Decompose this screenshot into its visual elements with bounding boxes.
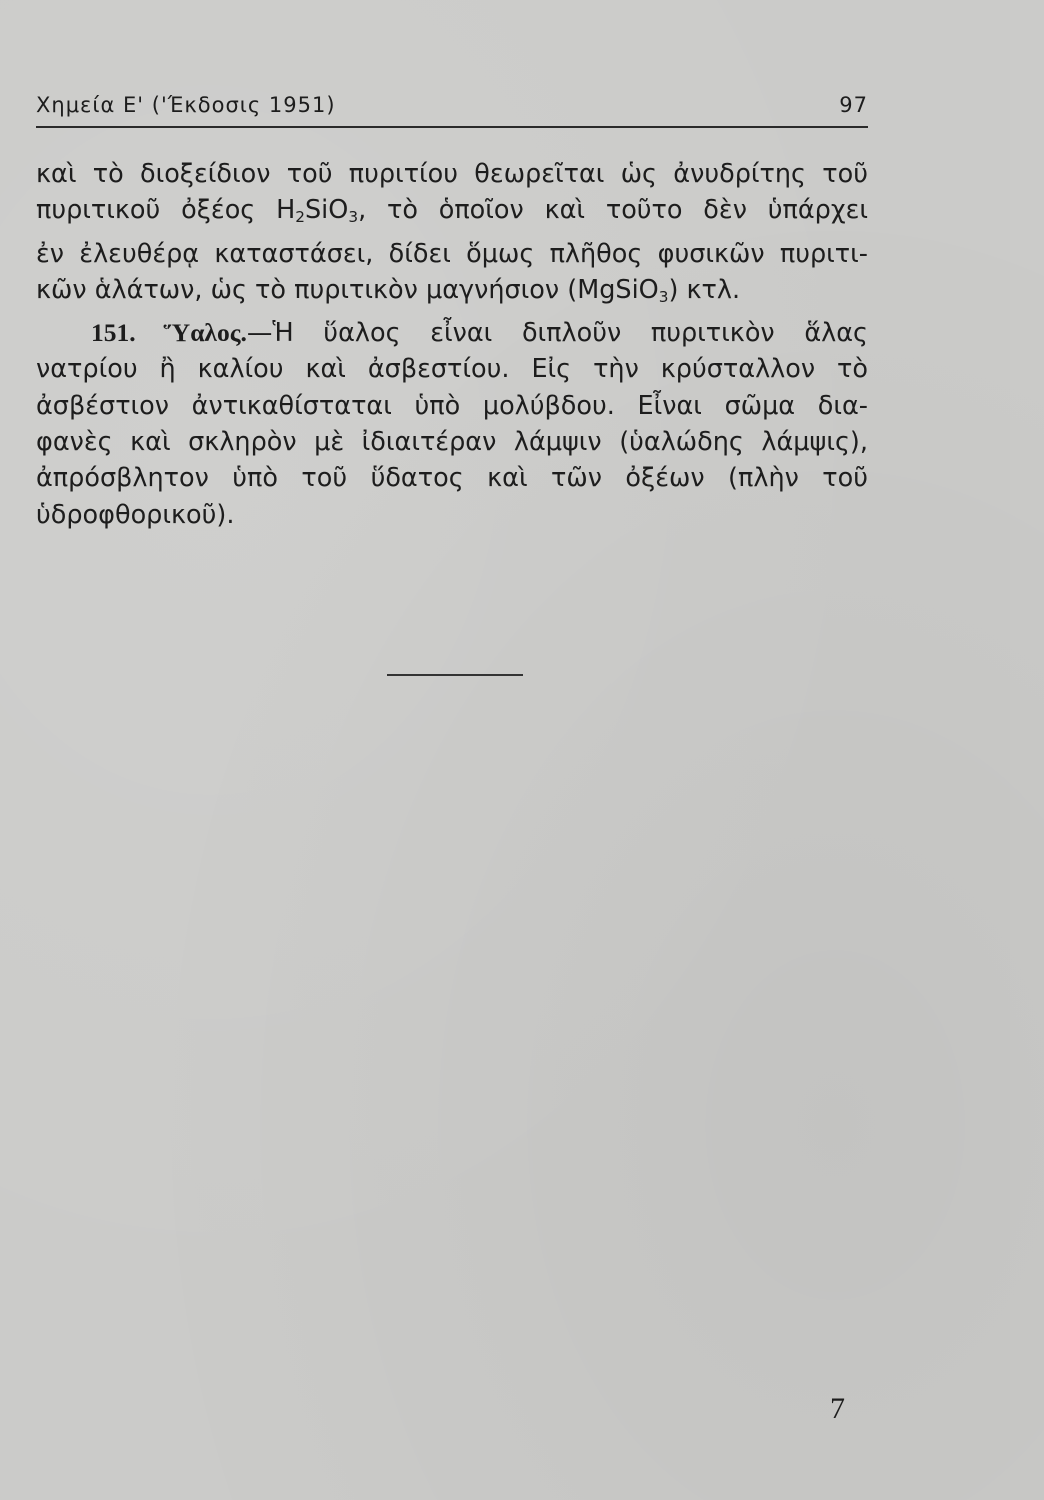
section-heading: 151. Ὕαλος.	[91, 318, 247, 348]
text-run: , τὸ ὁποῖον καὶ τοῦτο δὲν ὑπάρχει	[358, 195, 868, 226]
text-run: πυριτικοῦ ὀξέος H	[36, 195, 296, 226]
paragraph-1-line-1: καὶ τὸ διοξείδιον τοῦ πυριτίου θεωρεῖται ὡς ἀνυδρίτης τοῦ	[36, 159, 868, 189]
subscript: 3	[348, 208, 359, 227]
paragraph-1-line-2	[36, 192, 868, 235]
paragraph-2-line-4: φανὲς καὶ σκληρὸν μὲ ἰδιαιτέραν λάμψιν (ὑαλώδης λάμψις),	[36, 427, 868, 458]
header-rule	[36, 126, 868, 128]
text-run: κῶν ἁλάτων, ὡς τὸ πυριτικὸν μαγνήσιον (MgSiO	[36, 274, 659, 305]
running-head	[36, 93, 868, 123]
paragraph-1-line-3: ἐν ἐλευθέρᾳ καταστάσει, δίδει ὅμως πλῆθος φυσικῶν πυριτι-	[36, 238, 868, 269]
text-run: ) κτλ.	[668, 274, 741, 305]
paragraph-2-line-3: ἀσβέστιον ἀντικαθίσταται ὑπὸ μολύβδου. Εἶναι σῶμα δια-	[36, 390, 868, 421]
paragraph-2-line-6: ὑδροφθορικοῦ).	[36, 499, 235, 530]
signature-mark: 7	[830, 1392, 845, 1425]
paragraph-2-line-5: ἀπρόσβλητον ὑπὸ τοῦ ὕδατος καὶ τῶν ὀξέων (πλὴν τοῦ	[36, 463, 868, 494]
running-head-title: Χημεία Ε' ('Έκδοσις 1951)	[36, 93, 336, 117]
subscript: 3	[658, 287, 669, 306]
text-run: SiO	[304, 195, 349, 226]
paragraph-2-line-2: νατρίου ἢ καλίου καὶ ἀσβεστίου. Εἰς τὴν κρύσταλλον τὸ	[36, 354, 868, 385]
body-text	[36, 156, 868, 533]
paragraph-1-line-4	[36, 272, 868, 315]
paragraph-2-line-1	[36, 315, 868, 351]
section-end-rule	[387, 674, 523, 676]
page-number: 97	[839, 93, 868, 117]
text-run: —Ἡ ὕαλος εἶναι διπλοῦν πυριτικὸν ἅλας	[246, 318, 869, 349]
subscript: 2	[295, 208, 305, 227]
